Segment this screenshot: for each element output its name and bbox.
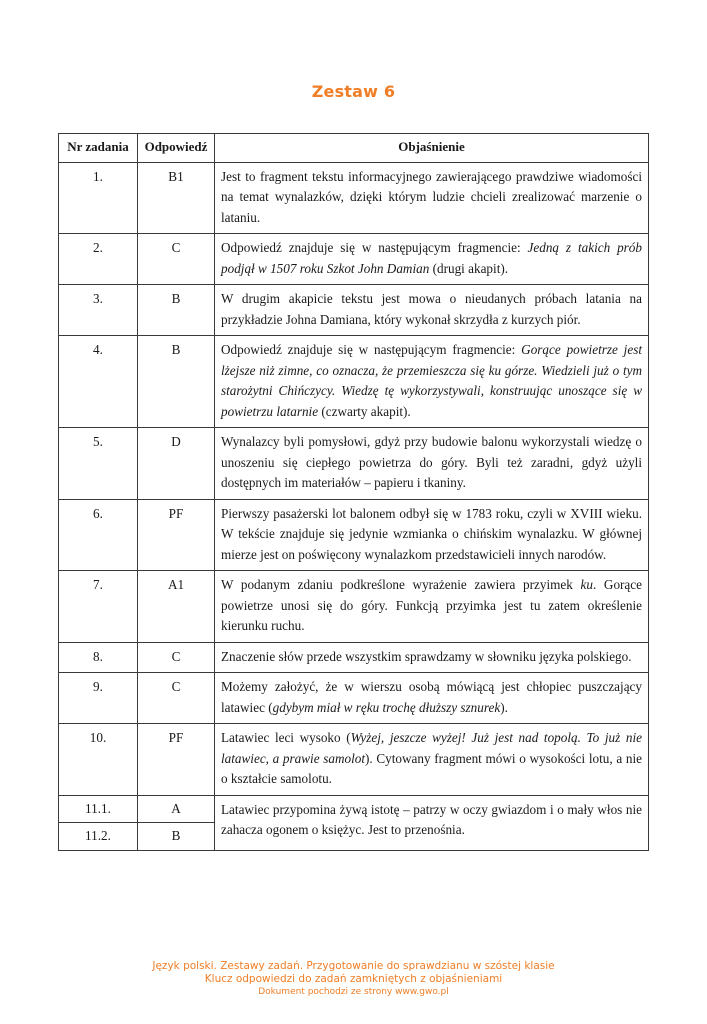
explanation-text: Jest to fragment tekstu informacyjnego zawierającego prawdziwe wiadomości na temat wynalazków, dzięki którym ludzie chcieli zrealizować marzenie o lataniu. <box>221 168 642 225</box>
answer-cell: C <box>138 234 215 285</box>
task-number: 9. <box>59 673 138 724</box>
table-row <box>59 673 649 724</box>
explanation-text: ). Cytowany fragment mówi o wysokości lotu, a nie o kształcie samolotu. <box>221 750 642 786</box>
table-row <box>59 234 649 285</box>
explanation-text: (drugi akapit). <box>429 260 509 276</box>
explanation-text: Odpowiedź znajduje się w następującym fragmencie: <box>221 240 528 255</box>
answer-cell: D <box>138 428 215 500</box>
explanation-cell <box>215 642 649 673</box>
table-row <box>59 724 649 796</box>
answer-cell: B <box>138 285 215 336</box>
explanation-cell <box>215 428 649 500</box>
task-number: 5. <box>59 428 138 500</box>
page-footer <box>0 960 707 998</box>
explanation-cell <box>215 571 649 643</box>
table-row <box>59 795 649 823</box>
explanation-text: Pierwszy pasażerski lot balonem odbył się w 1783 roku, czyli w XVIII wieku. W tekście znajduje się jedynie wzmianka o chińskim wynalazku. W głównej mierze jest on poświęcony wynalazkom przedstawicieli innych narodów. <box>221 505 642 562</box>
answer-cell: C <box>138 673 215 724</box>
explanation-text: ). <box>500 699 508 715</box>
explanation-cell <box>215 285 649 336</box>
explanation-text: W podanym zdaniu podkreślone wyrażenie zawiera przyimek <box>221 577 581 592</box>
answer-cell: A1 <box>138 571 215 643</box>
explanation-text: Odpowiedź znajduje się w następującym fragmencie: <box>221 342 522 357</box>
header-explanation: Objaśnienie <box>215 134 649 163</box>
footer-subtitle: Klucz odpowiedzi do zadań zamkniętych z objaśnieniami <box>204 973 503 985</box>
task-number: 3. <box>59 285 138 336</box>
table-row <box>59 428 649 500</box>
quoted-fragment: Wyżej, jeszcze wyżej! Już jest nad topolą. To już nie latawiec, a prawie samolot <box>221 730 642 766</box>
task-number: 8. <box>59 642 138 673</box>
explanation-cell: Latawiec przypomina żywą istotę – patrzy w oczy gwiazdom i o mały włos nie zahacza ogonem o księżyc. Jest to przenośnia. <box>215 795 649 850</box>
task-number: 10. <box>59 724 138 796</box>
explanation-cell <box>215 724 649 796</box>
table-row <box>59 285 649 336</box>
explanation-cell <box>215 499 649 571</box>
explanation-cell <box>215 673 649 724</box>
quoted-fragment: Jedną z takich prób podjął w 1507 roku Szkot John Damian <box>221 240 642 276</box>
task-number: 1. <box>59 162 138 234</box>
explanation-cell <box>215 162 649 234</box>
task-number: 11.2. <box>59 823 138 851</box>
explanation-text: Latawiec leci wysoko ( <box>221 730 351 745</box>
task-number: 11.1. <box>59 795 138 823</box>
footer-book-title: Język polski. Zestawy zadań. Przygotowanie do sprawdzianu w szóstej klasie <box>152 960 555 972</box>
explanation-cell <box>215 336 649 428</box>
quoted-fragment: Gorące powietrze jest lżejsze niż zimne, co oznacza, że przemieszcza się ku górze. Wiedzieli już o tym starożytni Chińczycy. Wiedzę tę wykorzystywali, konstruując unoszące się w powietrzu latarnie <box>221 342 643 419</box>
answer-cell: C <box>138 642 215 673</box>
page-title: Zestaw 6 <box>311 82 396 101</box>
quoted-fragment: gdybym miał w ręku trochę dłuższy sznurek <box>272 699 501 715</box>
table-row <box>59 336 649 428</box>
answer-cell: PF <box>138 499 215 571</box>
answer-cell: B1 <box>138 162 215 234</box>
explanation-cell <box>215 234 649 285</box>
header-answer: Odpowiedź <box>138 134 215 163</box>
explanation-text: Możemy założyć, że w wierszu osobą mówiącą jest chłopiec puszczający latawiec ( <box>221 679 642 715</box>
explanation-text: W drugim akapicie tekstu jest mowa o nieudanych próbach latania na przykładzie Johna Damiana, który wykonał skrzydła z kurzych piór. <box>221 291 642 327</box>
table-header-row <box>59 134 649 163</box>
footer-source: Dokument pochodzi ze strony www.gwo.pl <box>258 987 449 997</box>
task-number: 7. <box>59 571 138 643</box>
quoted-fragment: ku <box>580 577 593 592</box>
answer-cell: B <box>138 823 215 851</box>
task-number: 4. <box>59 336 138 428</box>
table-body <box>59 162 649 850</box>
table-row <box>59 162 649 234</box>
table-row <box>59 642 649 673</box>
explanation-text: Znaczenie słów przede wszystkim sprawdzamy w słowniku języka polskiego. <box>221 648 632 664</box>
task-number: 2. <box>59 234 138 285</box>
answer-cell: PF <box>138 724 215 796</box>
header-nr: Nr zadania <box>59 134 138 163</box>
explanation-text: (czwarty akapit). <box>318 403 411 419</box>
table-row <box>59 499 649 571</box>
answer-cell: A <box>138 795 215 823</box>
explanation-text: Wynalazcy byli pomysłowi, gdyż przy budowie balonu wykorzystali wiedzę o unoszeniu się ciepłego powietrza do góry. Byli też zaradni, gdyż użyli dostępnych im materiałów – papieru i tkaniny. <box>221 434 642 490</box>
table-row <box>59 571 649 643</box>
explanation-text: . Gorące powietrze unosi się do góry. Funkcją przyimka jest tu zatem określenie kierunku ruchu. <box>221 577 642 633</box>
task-number: 6. <box>59 499 138 571</box>
answer-key-table <box>58 133 649 851</box>
answer-cell: B <box>138 336 215 428</box>
